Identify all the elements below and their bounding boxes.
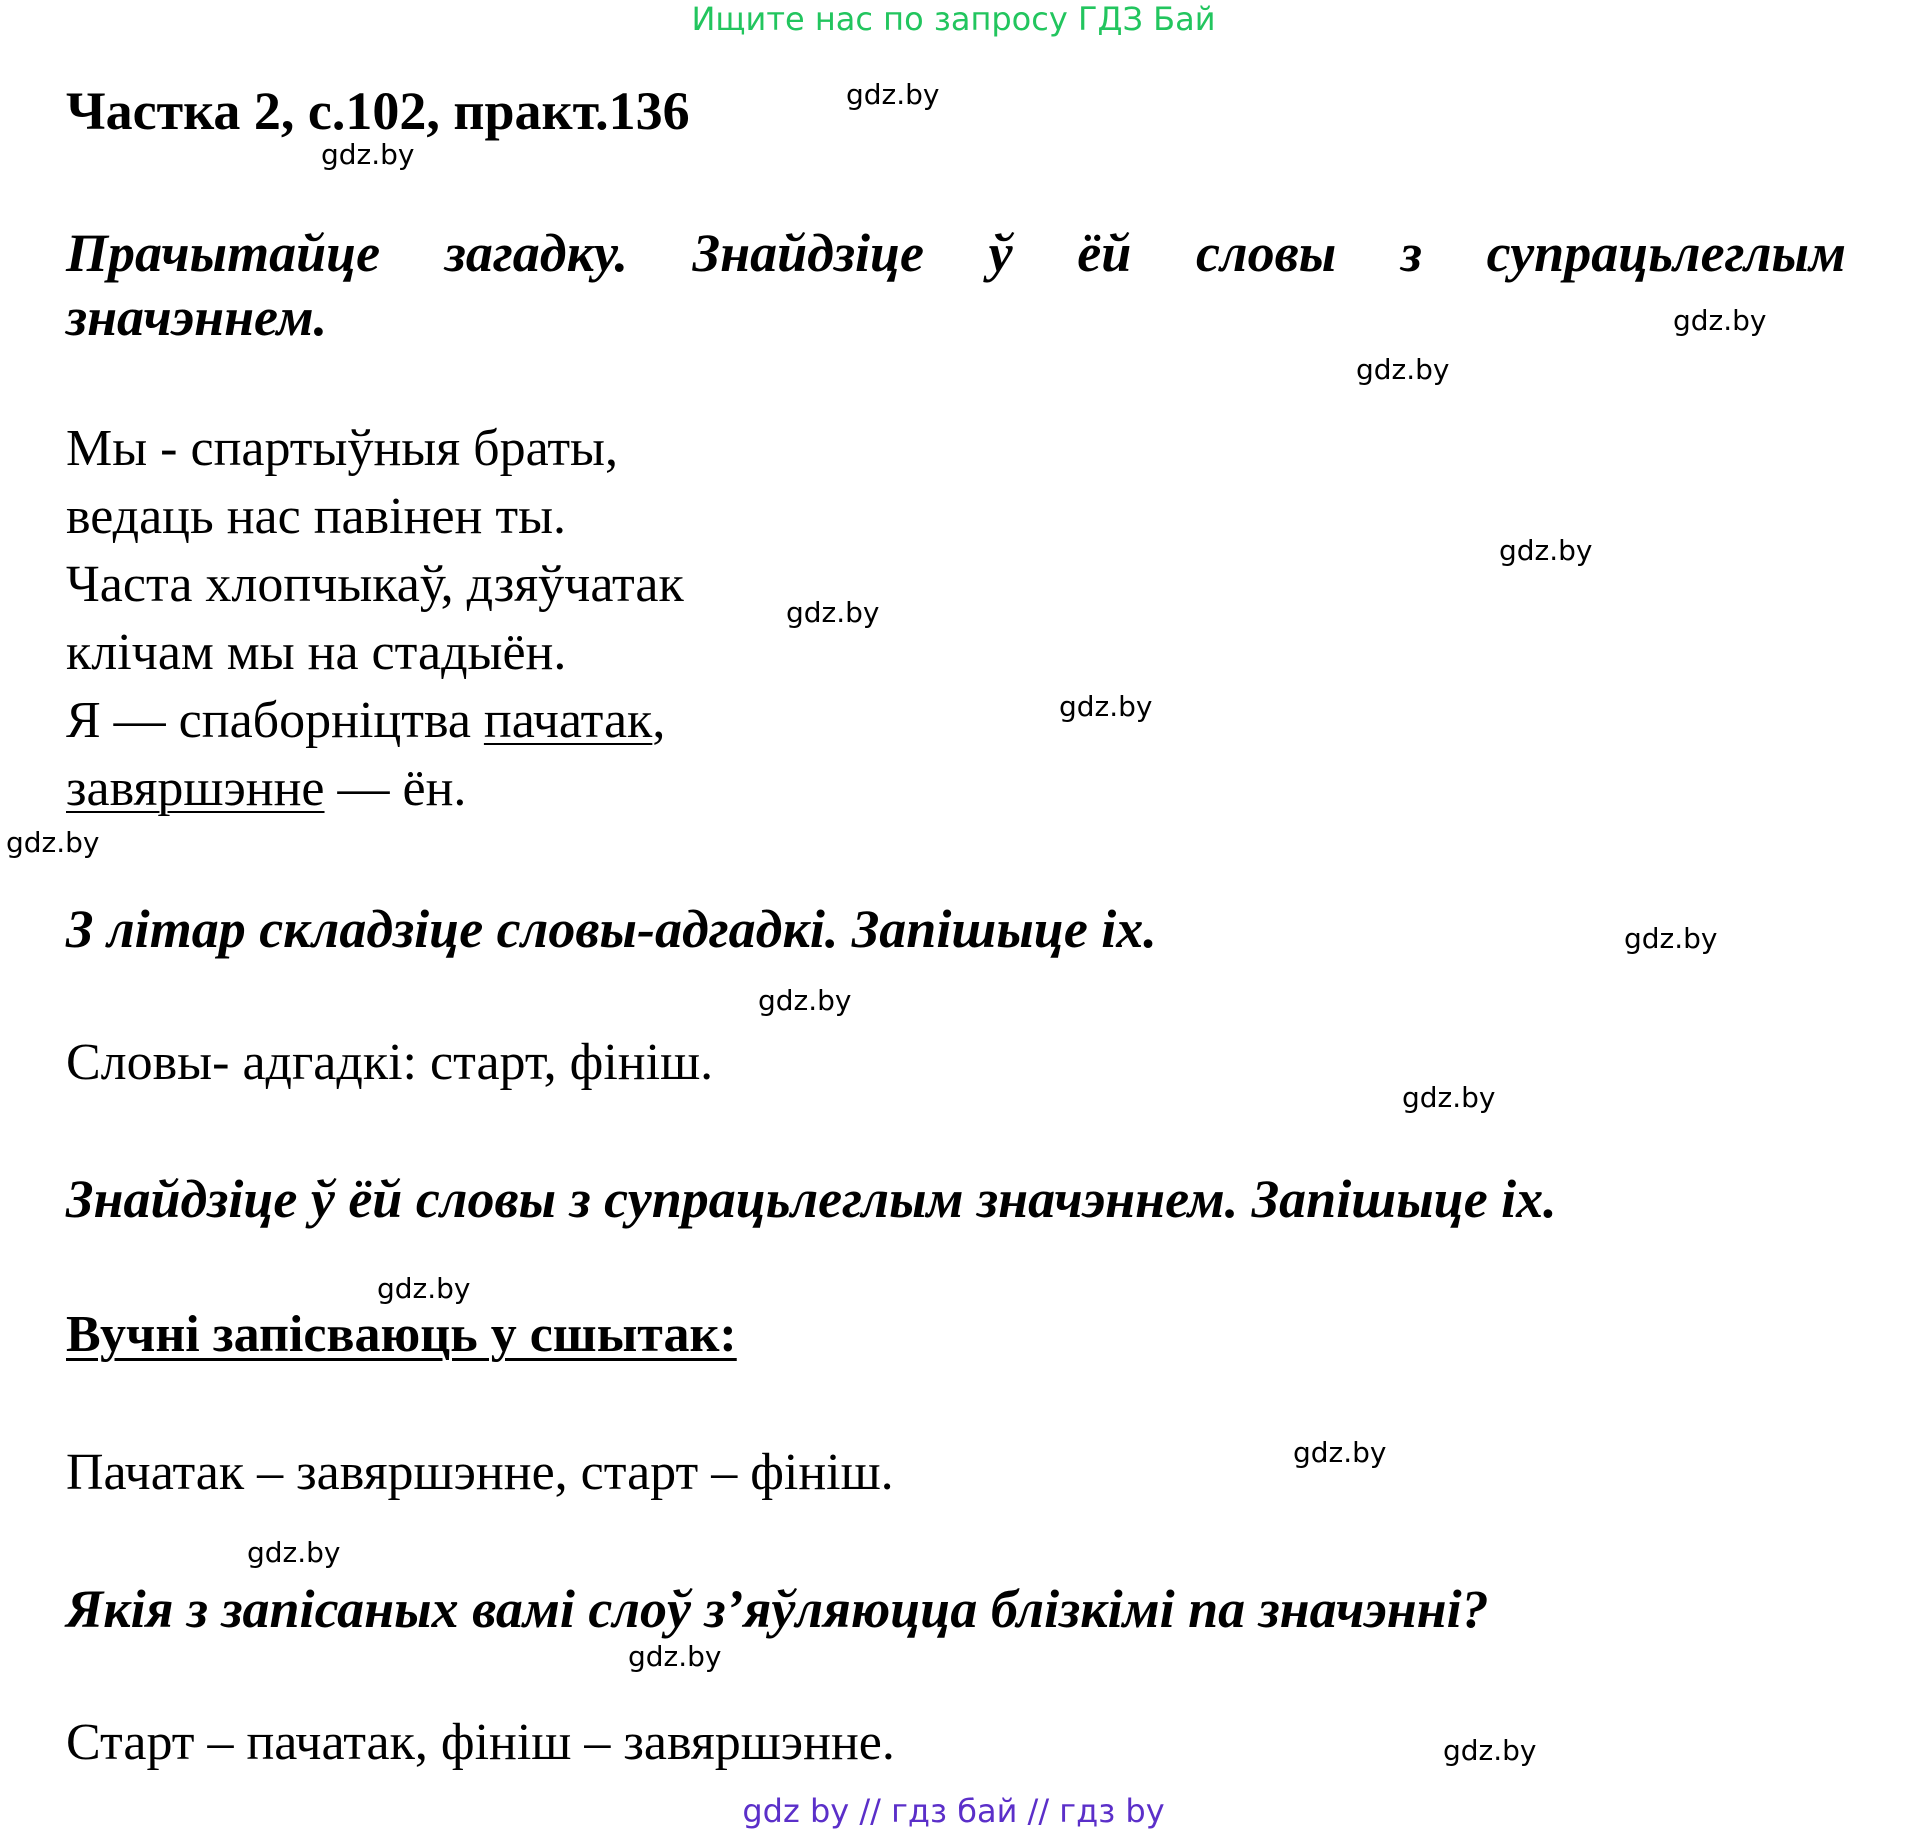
task-4-instruction: Якія з запісаных вамі слоў з’яўляюцца блізкімі па значэнні? <box>66 1579 1489 1639</box>
watermark: gdz.by <box>628 1640 722 1673</box>
watermark: gdz.by <box>758 984 852 1017</box>
poem-text: , <box>652 692 666 749</box>
underlined-word: завяршэнне <box>66 760 325 817</box>
watermark: gdz.by <box>1499 534 1593 567</box>
page-title: Частка 2, с.102, практ.136 <box>66 81 690 141</box>
poem-text: Я — спаборніцтва <box>66 692 484 749</box>
underlined-word: пачатак <box>483 692 653 749</box>
watermark: gdz.by <box>1356 353 1450 386</box>
poem-line <box>66 687 684 755</box>
notebook-heading: Вучні запісваюць у сшытак: <box>66 1306 737 1363</box>
poem-line <box>66 755 684 823</box>
poem-text: — ён. <box>324 760 467 817</box>
poem-line: Мы - спартыўныя браты, <box>66 420 618 477</box>
watermark: gdz.by <box>1402 1081 1496 1114</box>
watermark: gdz.by <box>6 826 100 859</box>
poem-line: Часта хлопчыкаў, дзяўчатак <box>66 556 684 613</box>
watermark: gdz.by <box>1059 690 1153 723</box>
watermark: gdz.by <box>1293 1436 1387 1469</box>
answer-2: Словы- адгадкі: старт, фініш. <box>66 1034 714 1091</box>
riddle-poem <box>66 415 684 823</box>
task-1-instruction: Прачытайце загадку. Знайдзіце ў ёй словы з супрацьлеглым <box>66 223 1846 283</box>
watermark: gdz.by <box>247 1536 341 1569</box>
watermark: gdz.by <box>377 1272 471 1305</box>
task-1-instruction-cont: значэннем. <box>66 287 328 347</box>
top-banner[interactable]: Ищите нас по запросу ГДЗ Бай <box>691 0 1216 38</box>
poem-line: ведаць нас павінен ты. <box>66 488 567 545</box>
watermark: gdz.by <box>786 596 880 629</box>
task-3-instruction: Знайдзіце ў ёй словы з супрацьлеглым значэннем. Запішыце іх. <box>66 1169 1557 1229</box>
task-2-instruction: З літар складзіце словы-адгадкі. Запішыце іх. <box>66 899 1157 959</box>
answer-4: Старт – пачатак, фініш – завяршэнне. <box>66 1714 895 1771</box>
answer-3: Пачатак – завяршэнне, старт – фініш. <box>66 1444 894 1501</box>
poem-line: клічам мы на стадыён. <box>66 624 567 681</box>
watermark: gdz.by <box>321 138 415 171</box>
footer-links[interactable]: gdz by // гдз бай // гдз by <box>742 1792 1165 1830</box>
watermark: gdz.by <box>1673 304 1767 337</box>
watermark: gdz.by <box>1443 1734 1537 1767</box>
watermark: gdz.by <box>846 78 940 111</box>
watermark: gdz.by <box>1624 922 1718 955</box>
